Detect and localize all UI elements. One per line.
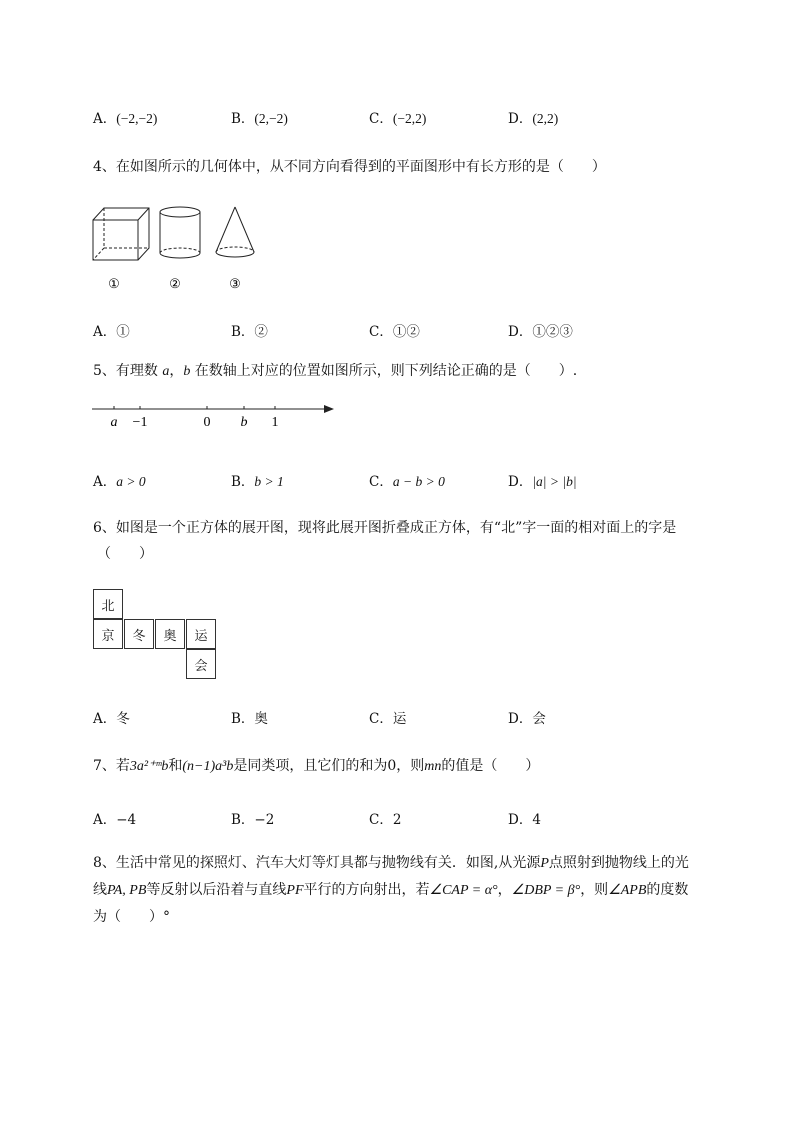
option-letter: D． <box>508 711 533 727</box>
option-text: a − b > 0 <box>392 474 445 489</box>
q6-option-a <box>93 707 130 727</box>
var-mn: mn <box>424 759 442 774</box>
option-text: 会 <box>532 711 546 727</box>
option-text: 运 <box>392 711 407 727</box>
q8-stem <box>93 850 743 930</box>
option-letter: B． <box>231 474 255 490</box>
option-text: (−2,2) <box>392 111 427 126</box>
option-text: 奥 <box>254 711 268 727</box>
option-letter: B． <box>231 324 255 340</box>
q6-cube-net <box>93 589 218 681</box>
stem-text: 的值是（ ） <box>441 758 540 774</box>
option-text: 4 <box>532 812 541 828</box>
option-letter: B． <box>231 111 255 127</box>
stem-text: 线 <box>93 882 107 898</box>
option-letter: A． <box>93 711 117 727</box>
option-text: (2,2) <box>532 111 559 126</box>
option-letter: A． <box>93 324 117 340</box>
option-text: b > 1 <box>254 474 284 489</box>
stem-text: 和 <box>168 758 183 774</box>
q4-stem: 4、在如图所示的几何体中，从不同方向看得到的平面图形中有长方形的是（ ） <box>93 159 606 175</box>
q4-option-a <box>93 320 130 340</box>
option-letter: C． <box>369 711 393 727</box>
q8-line-2 <box>93 877 743 904</box>
angle-cap: ∠CAP = α° <box>429 883 498 898</box>
stem-text: 平行的方向射出，若 <box>303 882 430 898</box>
stem-text: 是同类项，且它们的和为0，则 <box>233 758 425 774</box>
option-letter: C． <box>369 812 393 828</box>
q8-line-1 <box>93 850 743 877</box>
var-pf: PF <box>286 883 304 898</box>
var-pa-pb: PA, PB <box>107 883 147 898</box>
option-letter: D． <box>508 324 533 340</box>
angle-apb: ∠APB <box>608 883 647 898</box>
term-1: 3a²⁺ᵐb <box>129 759 169 774</box>
var-b: b <box>183 364 191 379</box>
var-p: P <box>540 856 549 871</box>
net-cell-ao: 奥 <box>155 619 185 649</box>
q3-option-c <box>369 107 426 127</box>
q6-stem-line1: 6、如图是一个正方体的展开图，现将此展开图折叠成正方体，有“北”字一面的相对面上的字是 <box>93 520 677 536</box>
option-letter: B． <box>231 711 255 727</box>
stem-text: ， <box>497 882 512 898</box>
q5-stem <box>93 360 577 383</box>
q3-option-d <box>508 107 558 127</box>
stem-text: 8、生活中常见的探照灯、汽车大灯等灯具都与抛物线有关．如图,从光源 <box>93 855 541 871</box>
q5-option-a <box>93 470 146 490</box>
option-letter: B． <box>231 812 255 828</box>
label-0: 0 <box>203 415 211 430</box>
option-text: ② <box>254 324 268 340</box>
q6-option-b <box>231 707 268 727</box>
term-2: (n−1)a³b <box>182 759 234 774</box>
q6-option-c <box>369 707 406 727</box>
stem-text: 7、若 <box>93 758 130 774</box>
q3-option-b <box>231 107 288 127</box>
var-a: a <box>162 364 170 379</box>
q7-option-d <box>508 808 541 828</box>
q7-option-a <box>93 808 136 828</box>
cylinder-shape <box>160 207 200 258</box>
q7-stem <box>93 755 539 778</box>
option-letter: A． <box>93 111 117 127</box>
angle-dbp: ∠DBP = β° <box>511 883 581 898</box>
stem-text: 在数轴上对应的位置如图所示，则下列结论正确的是（ ）. <box>190 363 578 379</box>
stem-text: ， <box>169 363 184 379</box>
stem-text: ，则 <box>580 882 609 898</box>
option-text: 2 <box>392 812 402 828</box>
label-solid-2: ② <box>169 276 181 291</box>
q4-option-b <box>231 320 268 340</box>
option-text: ① <box>116 324 130 340</box>
option-letter: C． <box>369 324 393 340</box>
option-text: (2,−2) <box>254 111 288 126</box>
q7-option-b <box>231 808 274 828</box>
stem-text: 等反射以后沿着与直线 <box>146 882 287 898</box>
net-cell-bei: 北 <box>93 589 123 619</box>
net-cell-jing: 京 <box>93 619 123 649</box>
q4-option-c <box>369 320 420 340</box>
option-letter: D． <box>508 111 533 127</box>
label-a: a <box>110 415 118 430</box>
option-text: |a| > |b| <box>532 474 577 489</box>
q5-option-b <box>231 470 284 490</box>
net-cell-hui: 会 <box>186 649 216 679</box>
option-letter: C． <box>369 474 393 490</box>
label-1: 1 <box>271 415 279 430</box>
label-b: b <box>240 415 248 430</box>
q4-solids-figure <box>90 200 260 300</box>
label-neg1: −1 <box>132 415 148 430</box>
option-letter: A． <box>93 474 117 490</box>
net-cell-dong: 冬 <box>124 619 154 649</box>
stem-text: 的度数 <box>646 882 689 898</box>
option-letter: A． <box>93 812 117 828</box>
label-solid-3: ③ <box>229 276 241 291</box>
arrow-icon <box>324 405 334 413</box>
option-text: (−2,−2) <box>116 111 158 126</box>
q5-option-c <box>369 470 445 490</box>
q7-option-c <box>369 808 401 828</box>
q5-option-d <box>508 470 577 490</box>
label-solid-1: ① <box>108 276 120 291</box>
option-text: −4 <box>116 812 137 828</box>
q6-stem-line2: （ ） <box>97 546 153 562</box>
cube-shape <box>93 208 149 260</box>
net-cell-yun: 运 <box>186 619 216 649</box>
option-text: −2 <box>254 812 275 828</box>
q6-option-d <box>508 707 546 727</box>
option-text: ①②③ <box>532 324 573 340</box>
q3-option-a <box>93 107 157 127</box>
option-text: 冬 <box>116 711 130 727</box>
q4-option-d <box>508 320 573 340</box>
q8-line-3: 为（ ）° <box>93 909 170 925</box>
cone-shape <box>216 207 254 257</box>
option-letter: D． <box>508 474 533 490</box>
stem-text: 点照射到抛物线上的光 <box>548 855 689 871</box>
option-text: ①② <box>392 324 420 340</box>
option-letter: D． <box>508 812 533 828</box>
option-text: a > 0 <box>116 474 146 489</box>
q5-number-line <box>90 398 340 434</box>
option-letter: C． <box>369 111 393 127</box>
stem-text: 5、有理数 <box>93 363 163 379</box>
